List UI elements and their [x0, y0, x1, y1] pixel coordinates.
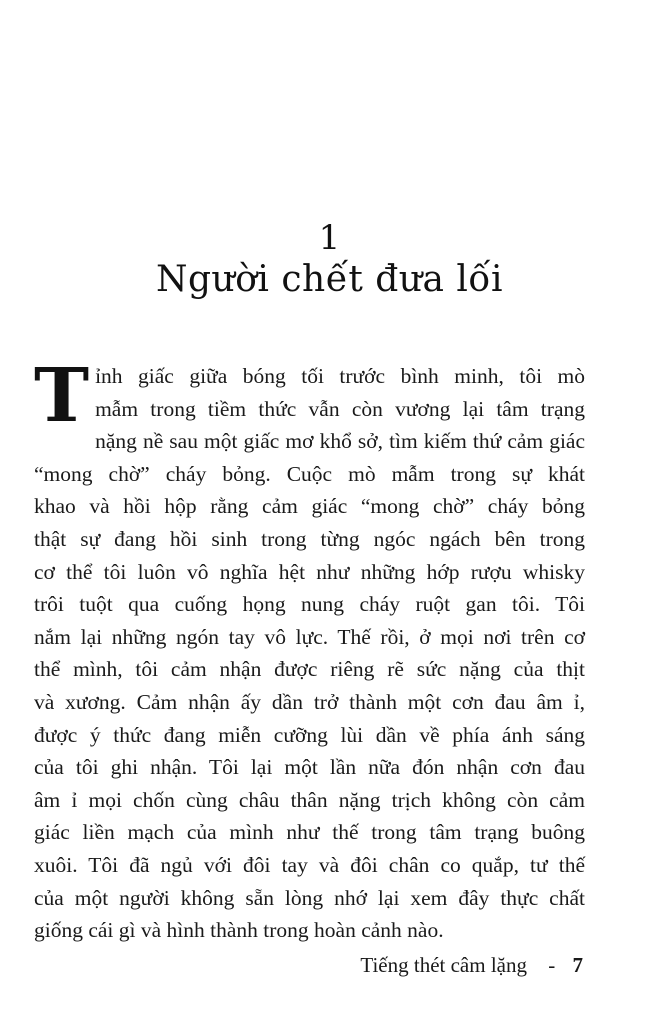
body-line: cơ thể tôi luôn vô nghĩa hệt như những hớp rượu whisky: [34, 559, 585, 584]
body-line: “mong chờ” cháy bỏng. Cuộc mò mẫm trong sự khát: [34, 461, 585, 486]
body-line: ỉnh giấc giữa bóng tối trước bình minh, tôi mò: [95, 364, 585, 388]
body-line: của tôi ghi nhận. Tôi lại một lần nữa đón nhận cơn đau: [34, 755, 585, 780]
body-line: thể mình, tôi cảm nhận được riêng rẽ sức nặng của thịt: [34, 657, 585, 682]
page-number: 7: [572, 953, 583, 977]
body-line: nặng nề sau một giấc mơ khổ sở, tìm kiếm thứ cảm giác: [95, 429, 585, 454]
body-line: âm ỉ mọi chốn cùng châu thân nặng trịch không còn cảm: [34, 787, 585, 812]
footer-separator: -: [548, 953, 556, 977]
drop-cap: T: [34, 353, 90, 439]
body-line: trôi tuột qua cuống họng nung cháy ruột gan tôi. Tôi: [34, 592, 585, 617]
body-line: khao và hồi hộp rằng cảm giác “mong chờ” cháy bỏng: [34, 494, 585, 519]
running-title: Tiếng thét câm lặng: [360, 953, 527, 977]
body-line: mẫm trong tiềm thức vẫn còn vương lại tâm trạng: [95, 396, 585, 421]
page-footer: [360, 951, 583, 979]
chapter-title: Người chết đưa lối: [156, 259, 503, 300]
chapter-body: [34, 353, 585, 947]
body-line: thật sự đang hồi sinh trong từng ngóc ngách bên trong: [34, 526, 585, 551]
body-line: của một người không sẵn lòng nhớ lại xem đây thực chất: [34, 885, 585, 910]
body-line: và xương. Cảm nhận ấy dần trở thành một cơn đau âm ỉ,: [34, 689, 585, 714]
body-line: được ý thức đang miễn cưỡng lùi dần về phía ánh sáng: [34, 722, 585, 747]
body-line: nắm lại những ngón tay vô lực. Thế rồi, ở mọi nơi trên cơ: [34, 624, 585, 649]
body-line: xuôi. Tôi đã ngủ với đôi tay và đôi chân co quắp, tư thế: [34, 852, 585, 877]
body-line: giác liền mạch của mình như thế trong tâm trạng buông: [34, 820, 585, 845]
chapter-number: 1: [318, 218, 341, 258]
body-line: giống cái gì và hình thành trong hoàn cảnh nào.: [34, 918, 444, 943]
